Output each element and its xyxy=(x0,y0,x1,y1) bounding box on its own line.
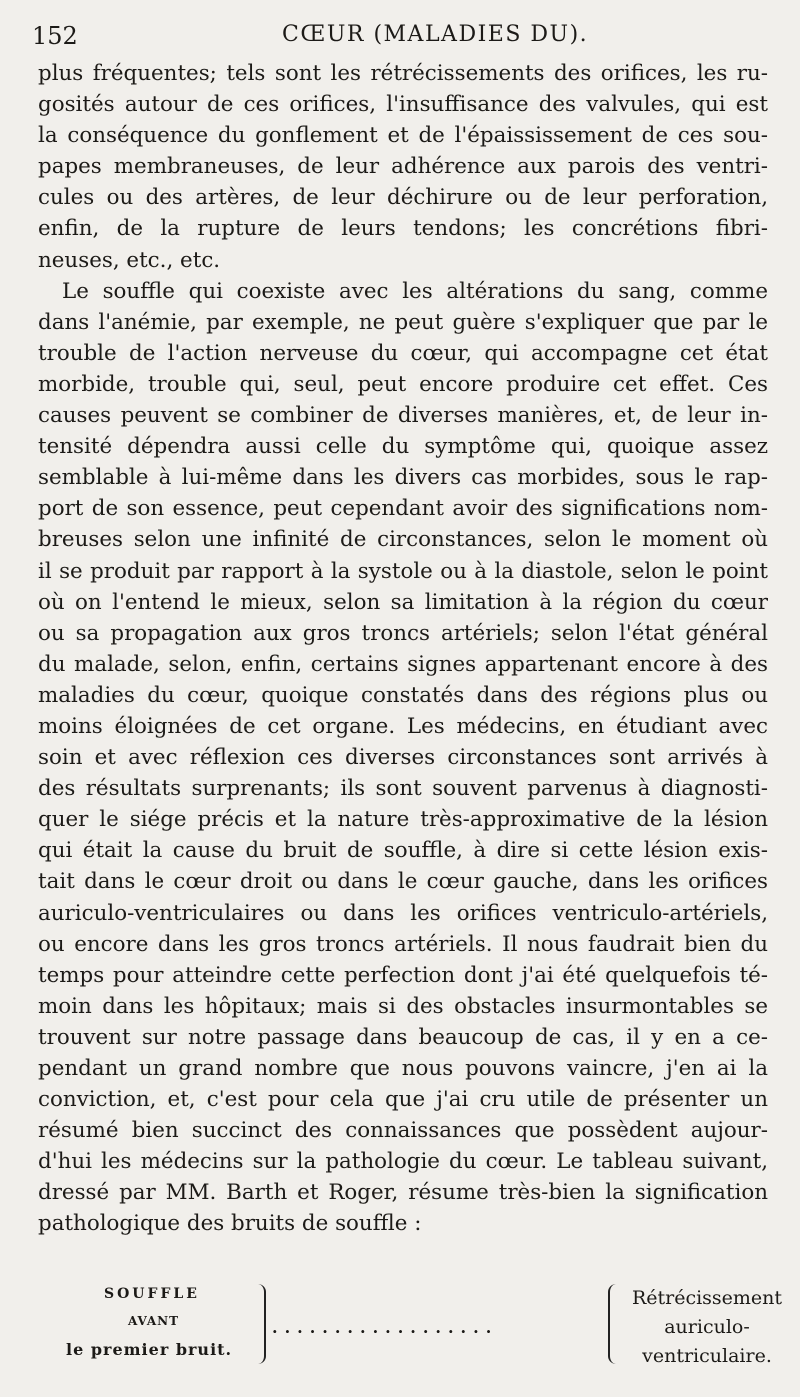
text-line: soin et avec réflexion ces diverses circonstances sont arrivés à xyxy=(38,745,768,771)
text-line: maladies du cœur, quoique constatés dans des régions plus ou xyxy=(38,682,768,708)
text-line: dressé par MM. Barth et Roger, résume très-bien la signification xyxy=(38,1180,768,1206)
text-line: résumé bien succinct des connaissances que possèdent aujour- xyxy=(38,1118,768,1144)
table-left-line-1: SOUFFLE xyxy=(104,1286,200,1302)
text-line: moin dans les hôpitaux; mais si des obstacles insurmontables se xyxy=(38,993,768,1019)
text-line: moins éloignées de cet organe. Les médecins, en étudiant avec xyxy=(38,713,768,739)
text-line: il se produit par rapport à la systole ou à la diastole, selon le point xyxy=(38,558,768,584)
body-text xyxy=(38,58,768,1240)
text-line: cules ou des artères, de leur déchirure ou de leur perforation, xyxy=(38,185,768,211)
text-line: ou encore dans les gros troncs artériels. Il nous faudrait bien du xyxy=(38,931,768,957)
text-line: gosités autour de ces orifices, l'insuffisance des valvules, qui est xyxy=(38,92,768,118)
souffle-table xyxy=(0,1280,800,1390)
text-line: morbide, trouble qui, seul, peut encore produire cet effet. Ces xyxy=(38,371,768,397)
text-line: plus fréquentes; tels sont les rétrécissements des orifices, les ru- xyxy=(38,61,768,86)
text-line: tensité dépendra aussi celle du symptôme qui, quoique assez xyxy=(38,434,768,460)
text-line: qui était la cause du bruit de souffle, à dire si cette lésion exis- xyxy=(38,838,768,864)
text-line: trouble de l'action nerveuse du cœur, qui accompagne cet état xyxy=(38,340,768,366)
text-line: enfin, de la rupture de leurs tendons; les concrétions fibri- xyxy=(38,216,768,242)
text-line: dans l'anémie, par exemple, ne peut guère s'expliquer que par le xyxy=(38,309,768,335)
text-line: ou sa propagation aux gros troncs artériels; selon l'état général xyxy=(38,620,768,646)
text-line: temps pour atteindre cette perfection dont j'ai été quelquefois té- xyxy=(38,962,768,988)
text-line: pathologique des bruits de souffle : xyxy=(38,1211,422,1237)
text-line: breuses selon une infinité de circonstances, selon le moment où xyxy=(38,527,768,553)
table-left-line-2: AVANT xyxy=(128,1314,180,1328)
running-head xyxy=(32,22,760,54)
text-line: d'hui les médecins sur la pathologie du cœur. Le tableau suivant, xyxy=(38,1149,768,1175)
table-right-line-3: ventriculaire. xyxy=(642,1345,772,1367)
text-line: Le souffle qui coexiste avec les altérations du sang, comme xyxy=(62,278,768,304)
text-line: papes membraneuses, de leur adhérence aux parois des ventri- xyxy=(38,154,768,180)
table-left-line-3: le premier bruit. xyxy=(66,1340,233,1359)
text-line: des résultats surprenants; ils sont souvent parvenus à diagnosti- xyxy=(38,776,768,802)
text-line: port de son essence, peut cependant avoir des significations nom- xyxy=(38,496,768,522)
text-line: semblable à lui-même dans les divers cas morbides, sous le rap- xyxy=(38,465,768,491)
dot-leader: .................. xyxy=(272,1318,499,1337)
running-title: CŒUR (MALADIES DU). xyxy=(282,22,589,47)
table-right-line-1: Rétrécissement xyxy=(631,1287,783,1309)
text-line: la conséquence du gonflement et de l'épaississement de ces sou- xyxy=(38,123,768,149)
table-right-line-2: auriculo- xyxy=(664,1316,750,1338)
text-line: neuses, etc., etc. xyxy=(38,247,221,273)
page-number: 152 xyxy=(32,22,78,50)
table-right-column xyxy=(622,1284,792,1371)
text-line: du malade, selon, enfin, certains signes appartenant encore à des xyxy=(38,651,768,677)
left-brace xyxy=(258,1284,266,1364)
text-line: auriculo-ventriculaires ou dans les orifices ventriculo-artériels, xyxy=(38,900,768,926)
right-brace xyxy=(608,1284,616,1364)
text-line: causes peuvent se combiner de diverses manières, et, de leur in- xyxy=(38,403,768,429)
text-line: pendant un grand nombre que nous pouvons vaincre, j'en ai la xyxy=(38,1056,768,1081)
text-line: tait dans le cœur droit ou dans le cœur gauche, dans les orifices xyxy=(38,869,768,895)
text-line: conviction, et, c'est pour cela que j'ai cru utile de présenter un xyxy=(38,1087,768,1113)
text-line: quer le siége précis et la nature très-approximative de la lésion xyxy=(38,807,768,833)
text-line: trouvent sur notre passage dans beaucoup de cas, il y en a ce- xyxy=(38,1024,768,1050)
text-line: où on l'entend le mieux, selon sa limitation à la région du cœur xyxy=(38,589,768,615)
